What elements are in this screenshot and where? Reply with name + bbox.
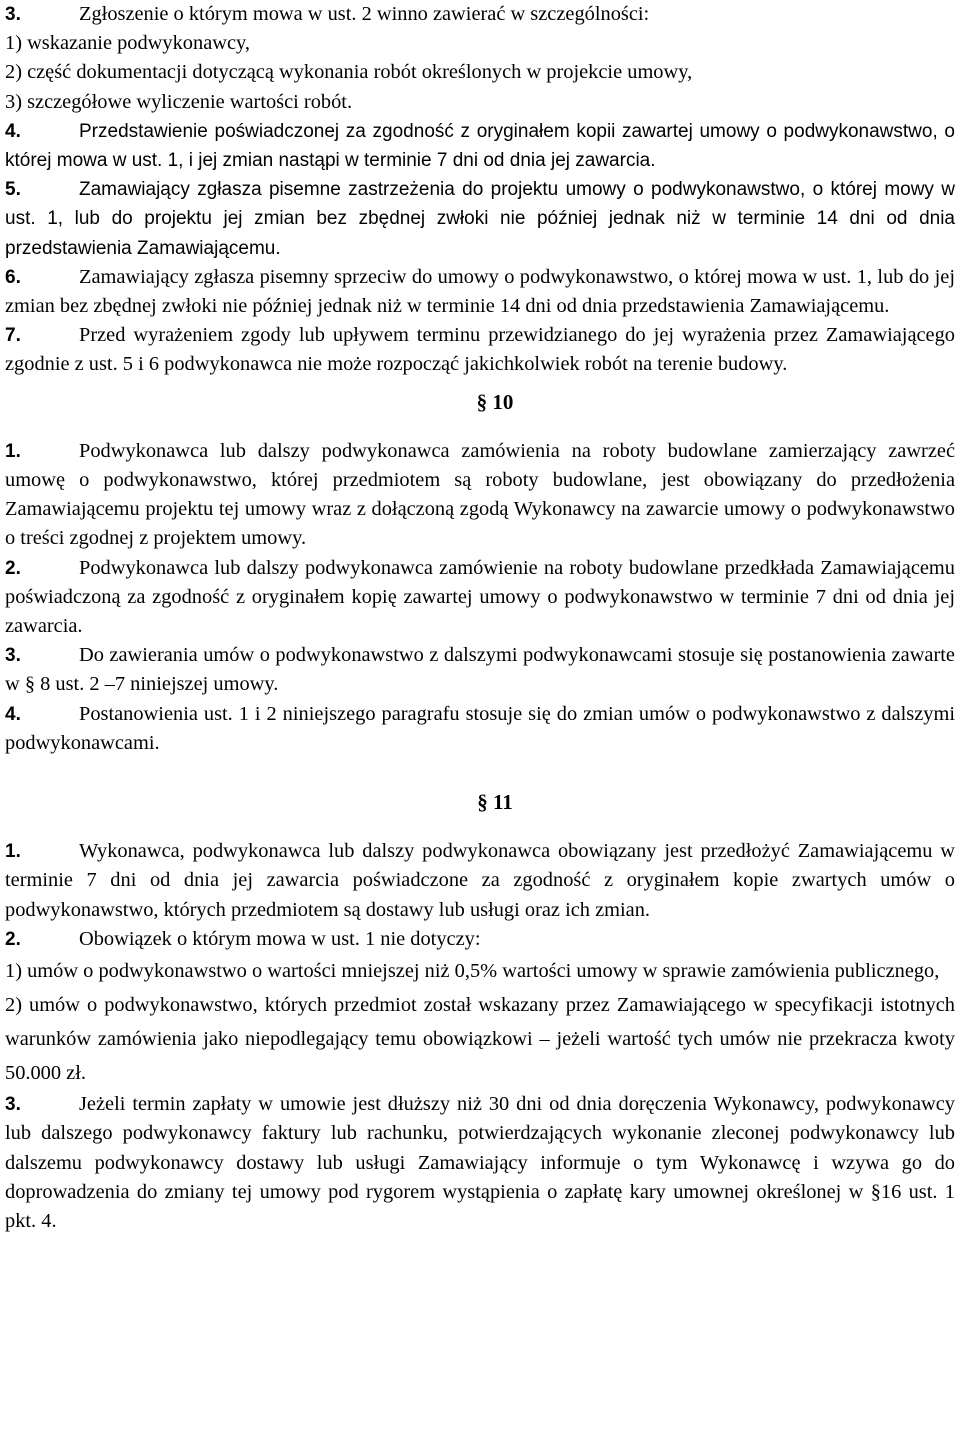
paragraph-10-1: [5, 437, 955, 554]
paragraph-text: Podwykonawca lub dalszy podwykonawca zamówienia na roboty budowlane zamierzający zawrzeć umowę o podwykonawstwo, której przedmiotem są roboty budowlane, jest obowiązany do przedłożenia Zamawiającemu projektu tej umowy wraz z dołączoną zgodą Wykonawcy na zawarcie umowy o podwykonawstwo o treści zgodnej z projektem umowy.: [5, 439, 955, 550]
paragraph-text: Przedstawienie poświadczonej za zgodność z oryginałem kopii zawartej umowy o podwykonawstwo, o której mowa w ust. 1, i jej zmian nastąpi w terminie 7 dni od dnia jej zawarcia.: [5, 120, 955, 172]
paragraph-number: 3.: [5, 645, 21, 667]
paragraph-number: 5.: [5, 179, 21, 201]
document-page: [5, 0, 955, 1236]
list-item: 3) szczegółowe wyliczenie wartości robót.: [5, 90, 353, 113]
paragraph-9-6: [5, 263, 955, 321]
section-heading-11: § 11: [477, 790, 513, 815]
paragraph-number: 2.: [5, 928, 21, 950]
list-item: 2) część dokumentacji dotyczącą wykonania robót określonych w projekcie umowy,: [5, 61, 693, 84]
paragraph-10-4: [5, 700, 955, 758]
paragraph-11-1: [5, 837, 955, 925]
paragraph-number: 1.: [5, 841, 21, 863]
paragraph-text: Przed wyrażeniem zgody lub upływem terminu przewidzianego do jej wyrażenia przez Zamawiającego zgodnie z ust. 5 i 6 podwykonawca nie może rozpocząć jakichkolwiek robót na terenie budowy.: [5, 324, 955, 376]
paragraph-text: Do zawierania umów o podwykonawstwo z dalszymi podwykonawcami stosuje się postanowienia zawarte w § 8 ust. 2 –7 niniejszej umowy.: [5, 644, 955, 696]
paragraph-number: 3.: [5, 1094, 21, 1116]
paragraph-9-5: [5, 175, 955, 263]
paragraph-text: Zamawiający zgłasza pisemny sprzeciw do umowy o podwykonawstwo, o której mowa w ust. 1, lub do jej zmian bez zbędnej zwłoki nie później jednak niż w terminie 14 dni od dnia przedstawienia Zamawiającemu.: [5, 265, 955, 318]
paragraph-10-2: [5, 554, 955, 642]
paragraph-text: Obowiązek o którym mowa w ust. 1 nie dotyczy:: [79, 927, 481, 950]
paragraph-9-7: [5, 321, 955, 379]
paragraph-number: 4.: [5, 703, 21, 725]
paragraph-number: 3.: [5, 4, 21, 25]
paragraph-number: 1.: [5, 440, 21, 462]
paragraph-9-3: [5, 0, 955, 29]
paragraph-10-3: [5, 641, 955, 699]
paragraph-9-4: [5, 117, 955, 175]
paragraph-11-3: [5, 1090, 955, 1236]
paragraph-text: Zgłoszenie o którym mowa w ust. 2 winno zawierać w szczególności:: [79, 3, 650, 25]
list-item: 2) umów o podwykonawstwo, których przedmiot został wskazany przez Zamawiającego w specyfikacji istotnych warunków zamówienia jako niepodlegający temu obowiązkowi – jeżeli wartość tych umów nie przekracza kwoty 50.000 zł.: [5, 994, 955, 1085]
paragraph-text: Podwykonawca lub dalszy podwykonawca zamówienie na roboty budowlane przedkłada Zamawiającemu poświadczoną za zgodność z oryginałem kopię zawartej umowy o podwykonawstwo w terminie 7 dni od dnia jej zawarcia.: [5, 556, 955, 638]
paragraph-number: 7.: [5, 325, 21, 347]
list-item: 1) umów o podwykonawstwo o wartości mniejszej niż 0,5% wartości umowy w sprawie zamówienia publicznego,: [5, 960, 940, 983]
paragraph-text: Jeżeli termin zapłaty w umowie jest dłuższy niż 30 dni od dnia doręczenia Wykonawcy, podwykonawcy lub dalszego podwykonawcy faktury lub rachunku, potwierdzających wykonanie zleconej podwykonawcy lub dalszemu podwykonawcy dostawy lub usługi Zamawiający informuje o tym Wykonawcę i wzywa go do doprowadzenia do zmiany tej umowy pod rygorem wystąpienia o zapłatę kary umownej określonej w §16 ust. 1 pkt. 4.: [5, 1093, 955, 1232]
section-heading-10: § 10: [476, 389, 514, 414]
paragraph-text: Postanowienia ust. 1 i 2 niniejszego paragrafu stosuje się do zmian umów o podwykonawstwo z dalszymi podwykonawcami.: [5, 702, 955, 754]
paragraph-text: Zamawiający zgłasza pisemne zastrzeżenia do projektu umowy o podwykonawstwo, o której mowy w ust. 1, lub do projektu jej zmian bez zbędnej zwłoki nie później jednak niż w terminie 14 dni od dnia przedstawienia Zamawiającemu.: [5, 179, 955, 259]
paragraph-number: 2.: [5, 557, 21, 579]
paragraph-11-2: [5, 925, 955, 954]
paragraph-number: 4.: [5, 120, 21, 142]
paragraph-number: 6.: [5, 266, 21, 288]
paragraph-text: Wykonawca, podwykonawca lub dalszy podwykonawca obowiązany jest przedłożyć Zamawiającemu w terminie 7 dni od dnia jej zawarcia poświadczone za zgodność z oryginałem kopie zwartych umów o podwykonawstwo, których przedmiotem są dostawy lub usługi oraz ich zmian.: [5, 840, 955, 921]
list-item: 1) wskazanie podwykonawcy,: [5, 32, 250, 55]
